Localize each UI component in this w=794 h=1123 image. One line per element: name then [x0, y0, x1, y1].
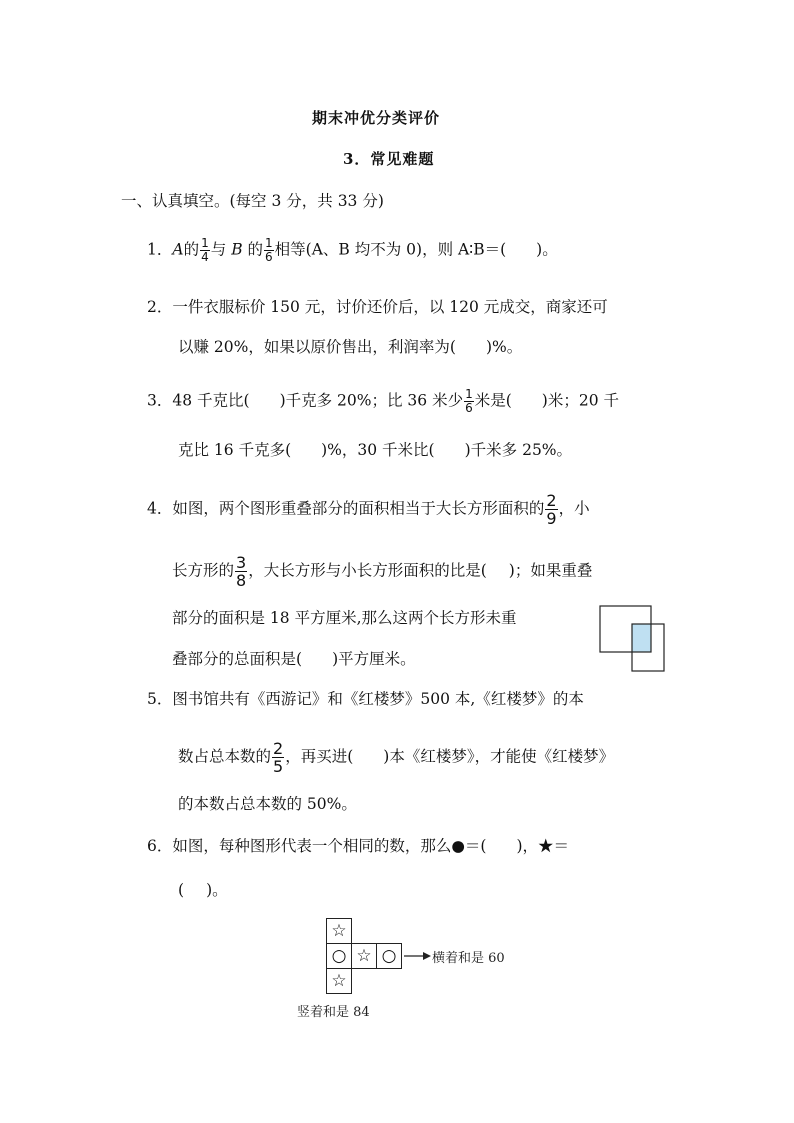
question-2-line-1: 2．一件衣服标价 150 元，讨价还价后，以 120 元成交，商家还可 — [147, 298, 608, 316]
vertical-sum-label: 竖着和是 84 — [297, 1005, 370, 1020]
question-number: 2． — [147, 298, 173, 316]
question-1: 1．A的 $\frac{1}{4}$ 与 B 的 $\frac{1}{6}$ 相等(A、B 均不为 0)，则 A∶B＝( )。 — [147, 236, 558, 264]
star-cell: ☆ — [326, 968, 352, 994]
fraction: $\frac{2}{5}$ — [273, 739, 284, 776]
section-heading: 一、认真填空。(每空 3 分，共 33 分) — [121, 192, 384, 210]
document-subtitle: 3．常见难题 — [343, 150, 435, 168]
overlapping-rectangles-figure — [596, 602, 668, 674]
fraction: $\frac{1}{6}$ — [465, 387, 473, 415]
circle-cell: ○ — [326, 943, 352, 969]
fraction: $\frac{2}{9}$ — [546, 491, 557, 528]
star-cell: ☆ — [351, 943, 377, 969]
question-4-line-2: 长方形的 $\frac{3}{8}$ ，大长方形与小长方形面积的比是( )；如果重叠 — [172, 553, 593, 590]
arrow-right-icon — [404, 950, 432, 962]
horizontal-sum-label: 横着和是 60 — [432, 951, 505, 966]
question-3-line-1: 3．48 千克比( )千克多 20%；比 36 米少 $\frac{1}{6}$ 米是( )米；20 千 — [147, 387, 619, 415]
fraction: $\frac{1}{6}$ — [265, 236, 273, 264]
question-number: 1． — [147, 240, 173, 259]
document-title: 期末冲优分类评价 — [312, 109, 441, 127]
question-6-line-2: ( )。 — [178, 881, 228, 899]
question-number: 6． — [147, 837, 173, 855]
question-5-line-1: 5．图书馆共有《西游记》和《红楼梦》500 本,《红楼梦》的本 — [147, 690, 584, 708]
circle-cell: ○ — [376, 943, 402, 969]
fraction: $\frac{1}{4}$ — [201, 236, 209, 264]
question-3-line-2: 克比 16 千克多( )%，30 千米比( )千米多 25%。 — [178, 441, 573, 459]
question-number: 5． — [147, 690, 173, 708]
question-number: 4． — [147, 499, 173, 518]
question-5-line-3: 的本数占总本数的 50%。 — [178, 795, 357, 813]
overlap-region — [632, 624, 651, 652]
star-cell: ☆ — [326, 918, 352, 944]
question-5-line-2: 数占总本数的 $\frac{2}{5}$ ，再买进( )本《红楼梦》，才能使《红楼梦》 — [178, 739, 615, 776]
question-4-line-3: 部分的面积是 18 平方厘米,那么这两个长方形未重 — [172, 609, 517, 627]
question-4-line-4: 叠部分的总面积是( )平方厘米。 — [172, 650, 416, 668]
fraction: $\frac{3}{8}$ — [236, 553, 247, 590]
question-6-line-1: 6．如图，每种图形代表一个相同的数，那么●＝( )，★＝ — [147, 837, 570, 855]
question-2-line-2: 以赚 20%，如果以原价售出，利润率为( )%。 — [178, 338, 523, 356]
question-4-line-1: 4．如图，两个图形重叠部分的面积相当于大长方形面积的 $\frac{2}{9}$ ，小 — [147, 491, 590, 528]
question-number: 3． — [147, 391, 173, 410]
